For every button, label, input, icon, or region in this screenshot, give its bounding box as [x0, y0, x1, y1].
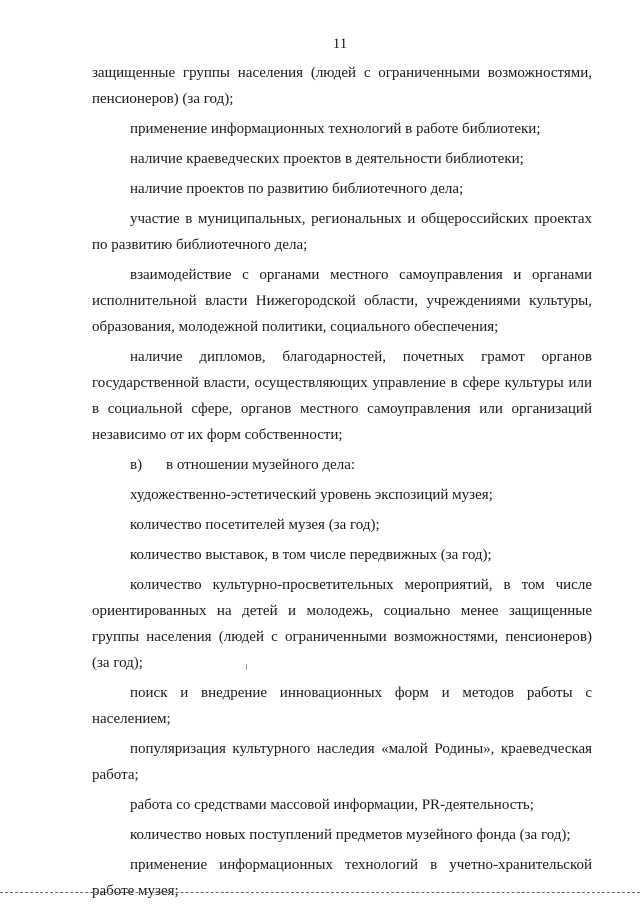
page-number: 11 — [332, 36, 348, 52]
paragraph: наличие дипломов, благодарностей, почетных грамот органов государственной власти, осуществляющих управление в сфере культуры или в социальной сфере, органов местного самоуправления или организаций независимо от их форм собственности; — [92, 349, 592, 443]
paragraph: взаимодействие с органами местного самоуправления и органами исполнительной власти Нижегородской области, учреждениями культуры, образования, молодежной политики, социального обеспечения; — [92, 267, 592, 335]
paragraph: применение информационных технологий в работе библиотеки; — [130, 121, 541, 137]
paragraph: художественно-эстетический уровень экспозиций музея; — [130, 487, 493, 503]
section-heading — [92, 452, 592, 478]
paragraph: работа со средствами массовой информации, PR-деятельность; — [130, 797, 534, 813]
paragraph: наличие краеведческих проектов в деятельности библиотеки; — [130, 151, 524, 167]
scan-speck — [246, 664, 247, 670]
section-heading-text: в отношении музейного дела: — [166, 457, 356, 473]
paragraph: количество выставок, в том числе передвижных (за год); — [130, 547, 492, 563]
paragraph: количество новых поступлений предметов музейного фонда (за год); — [130, 827, 571, 843]
section-letter: в) — [130, 457, 143, 473]
paragraph: поиск и внедрение инновационных форм и методов работы с населением; — [92, 685, 592, 727]
scan-edge-line — [0, 892, 640, 893]
paragraph: популяризация культурного наследия «малой Родины», краеведческая работа; — [92, 741, 592, 783]
paragraph: наличие проектов по развитию библиотечного дела; — [130, 181, 464, 197]
paragraph: количество культурно-просветительных мероприятий, в том числе ориентированных на детей и молодежь, социально менее защищенные группы населения (людей с ограниченными возможностями, пенсионеров) (за год); — [92, 577, 592, 671]
paragraph: защищенные группы населения (людей с ограниченными возможностями, пенсионеров) (за год); — [92, 65, 592, 107]
paragraph: участие в муниципальных, региональных и общероссийских проектах по развитию библиотечного дела; — [92, 211, 592, 253]
paragraph: количество посетителей музея (за год); — [130, 517, 380, 533]
paragraph: применение информационных технологий в учетно-хранительской работе музея; — [92, 857, 592, 899]
document-body — [92, 60, 592, 904]
